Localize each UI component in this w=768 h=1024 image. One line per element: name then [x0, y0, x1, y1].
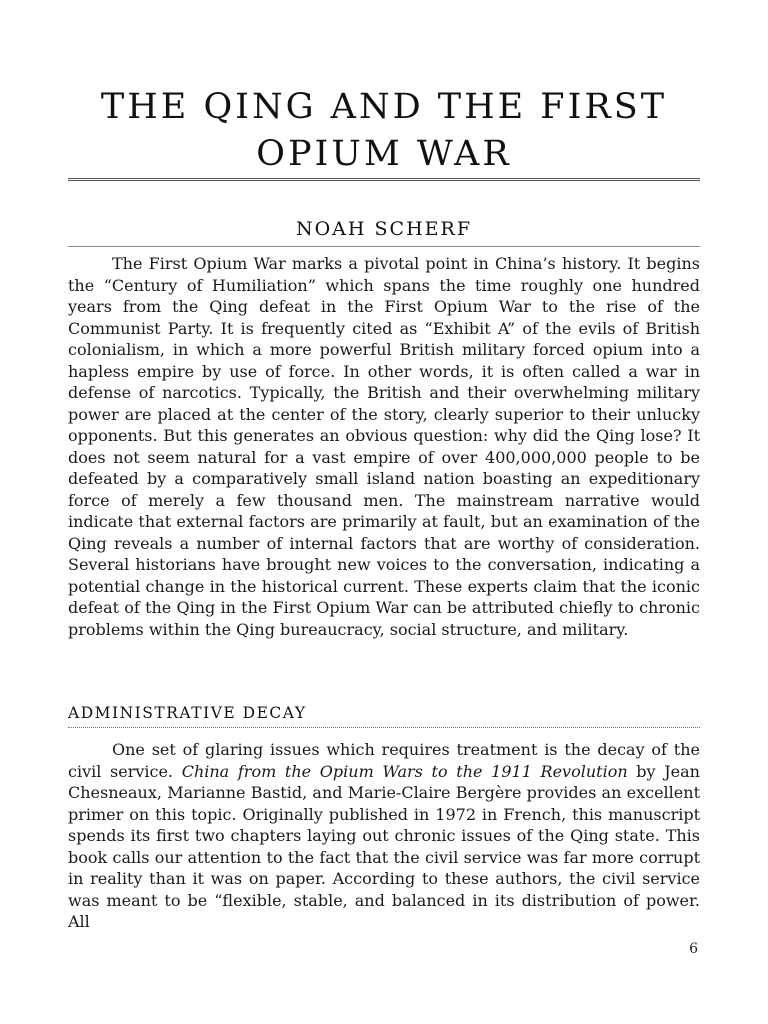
paragraph-text-after-citation: by Jean Chesneaux, Marianne Bastid, and Marie-Claire Bergère provides an excellent primer on this topic. Originally published in 1972 in French, this manuscript spends its first two chapters laying out chronic issues of the Qing state. This book calls our attention to the fact that the civil service was far more corrupt in reality than it was on paper. According to these authors, the civil service was meant to be “flexible, stable, and balanced in its distribution of power. All [68, 761, 700, 931]
intro-paragraph: The First Opium War marks a pivotal point in China’s history. It begins the “Century of Humiliation” which spans the time roughly one hundred years from the Qing defeat in the First Opium War to the rise of the Communist Party. It is frequently cited as “Exhibit A” of the evils of British colonialism, in which a more powerful British military forced opium into a hapless empire by use of force. In other words, it is often called a war in defense of narcotics. Typically, the British and their overwhelming military power are placed at the center of the story, clearly superior to their unlucky opponents. But this generates an obvious question: why did the Qing lose? It does not seem natural for a vast empire of over 400,000,000 people to be defeated by a comparatively small island nation boasting an expeditionary force of merely a few thousand men. The mainstream narrative would indicate that external factors are primarily at fault, but an examination of the Qing reveals a number of internal factors that are worthy of consideration. Several historians have brought new voices to the conversation, indicating a potential change in the historical current. These experts claim that the iconic defeat of the Qing in the First Opium War can be attributed chiefly to chronic problems within the Qing bureaucracy, social structure, and military. [68, 254, 700, 639]
section-divider [68, 727, 700, 728]
book-title-citation: China from the Opium Wars to the 1911 Revolution [181, 761, 628, 781]
page-number: 6 [689, 941, 698, 957]
author-name: NOAH SCHERF [295, 218, 472, 240]
article-title: THE QING AND THE FIRST OPIUM WAR [100, 87, 668, 174]
author-divider [68, 246, 700, 247]
paragraph-text-before-citation: One set of glaring issues which requires treatment is the decay of the civil service. [68, 740, 700, 781]
title-divider [68, 178, 700, 181]
body-paragraph [68, 739, 700, 933]
section-heading: ADMINISTRATIVE DECAY [68, 704, 307, 722]
